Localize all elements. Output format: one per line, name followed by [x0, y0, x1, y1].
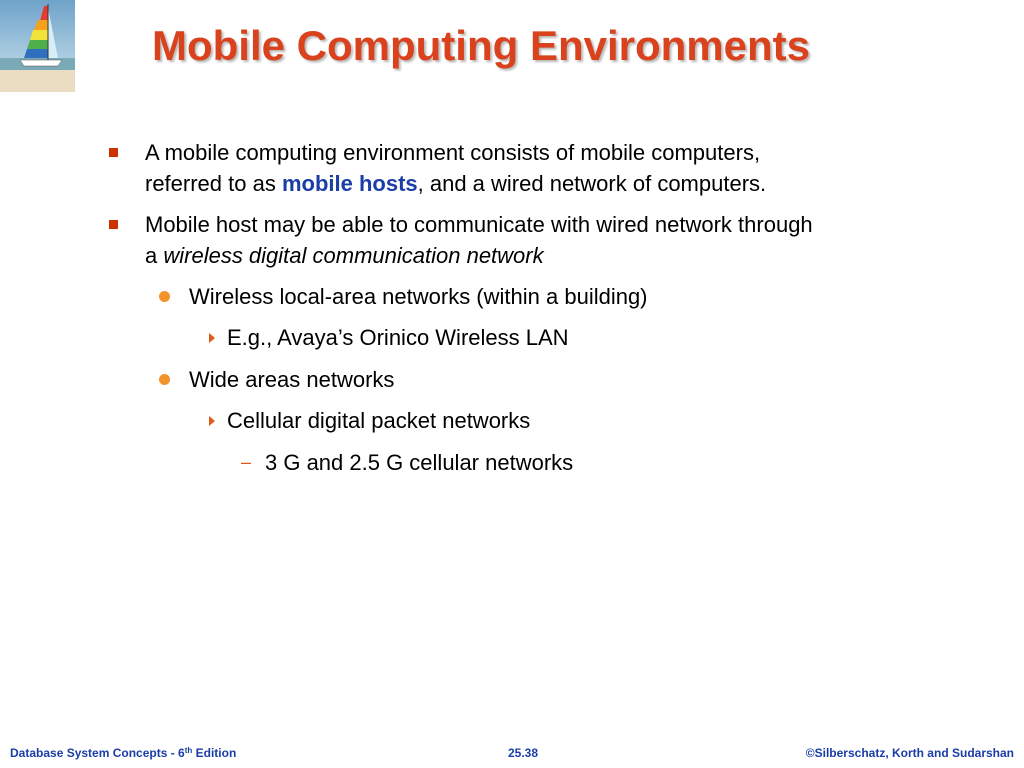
square-bullet-icon	[109, 148, 118, 157]
bullet-line: Wide areas networks	[189, 367, 395, 392]
footer-book-title	[10, 746, 236, 760]
bullet-line: 3 G and 2.5 G cellular networks	[265, 450, 574, 475]
arrow-bullet-icon	[209, 333, 215, 343]
list-item	[227, 405, 530, 436]
footer-text: Edition	[192, 746, 237, 760]
square-bullet-icon	[109, 220, 118, 229]
bullet-text: a	[145, 243, 164, 268]
dot-bullet-icon	[159, 374, 170, 385]
list-item	[145, 137, 766, 199]
bullet-text: referred to as	[145, 171, 282, 196]
arrow-bullet-icon	[209, 416, 215, 426]
dash-bullet-icon: –	[241, 452, 252, 472]
bullet-line: Wireless local-area networks (within a building)	[189, 284, 648, 309]
bullet-line: Mobile host may be able to communicate with wired network through	[145, 212, 813, 237]
footer-page-number: 25.38	[508, 746, 539, 760]
emphasized-term: mobile hosts	[281, 171, 418, 196]
list-item	[145, 209, 813, 271]
list-item	[189, 281, 648, 312]
list-item	[227, 322, 569, 353]
bullet-line: E.g., Avaya’s Orinico Wireless LAN	[227, 325, 569, 350]
emphasized-term: wireless digital communication network	[163, 243, 544, 268]
bullet-line	[145, 168, 766, 199]
list-item	[241, 447, 574, 478]
bullet-text: , and a wired network of computers.	[417, 171, 767, 196]
slide-title: Mobile Computing Environments	[152, 22, 810, 69]
footer-copyright: ©Silberschatz, Korth and Sudarshan	[805, 746, 1014, 760]
footer-superscript: th	[184, 746, 193, 755]
bullet-line: Cellular digital packet networks	[227, 408, 531, 433]
bullet-line: A mobile computing environment consists of mobile computers,	[145, 140, 761, 165]
footer-text: Database System Concepts - 6	[10, 746, 185, 760]
list-item	[189, 364, 394, 395]
bullet-line	[145, 240, 813, 271]
dot-bullet-icon	[159, 291, 170, 302]
